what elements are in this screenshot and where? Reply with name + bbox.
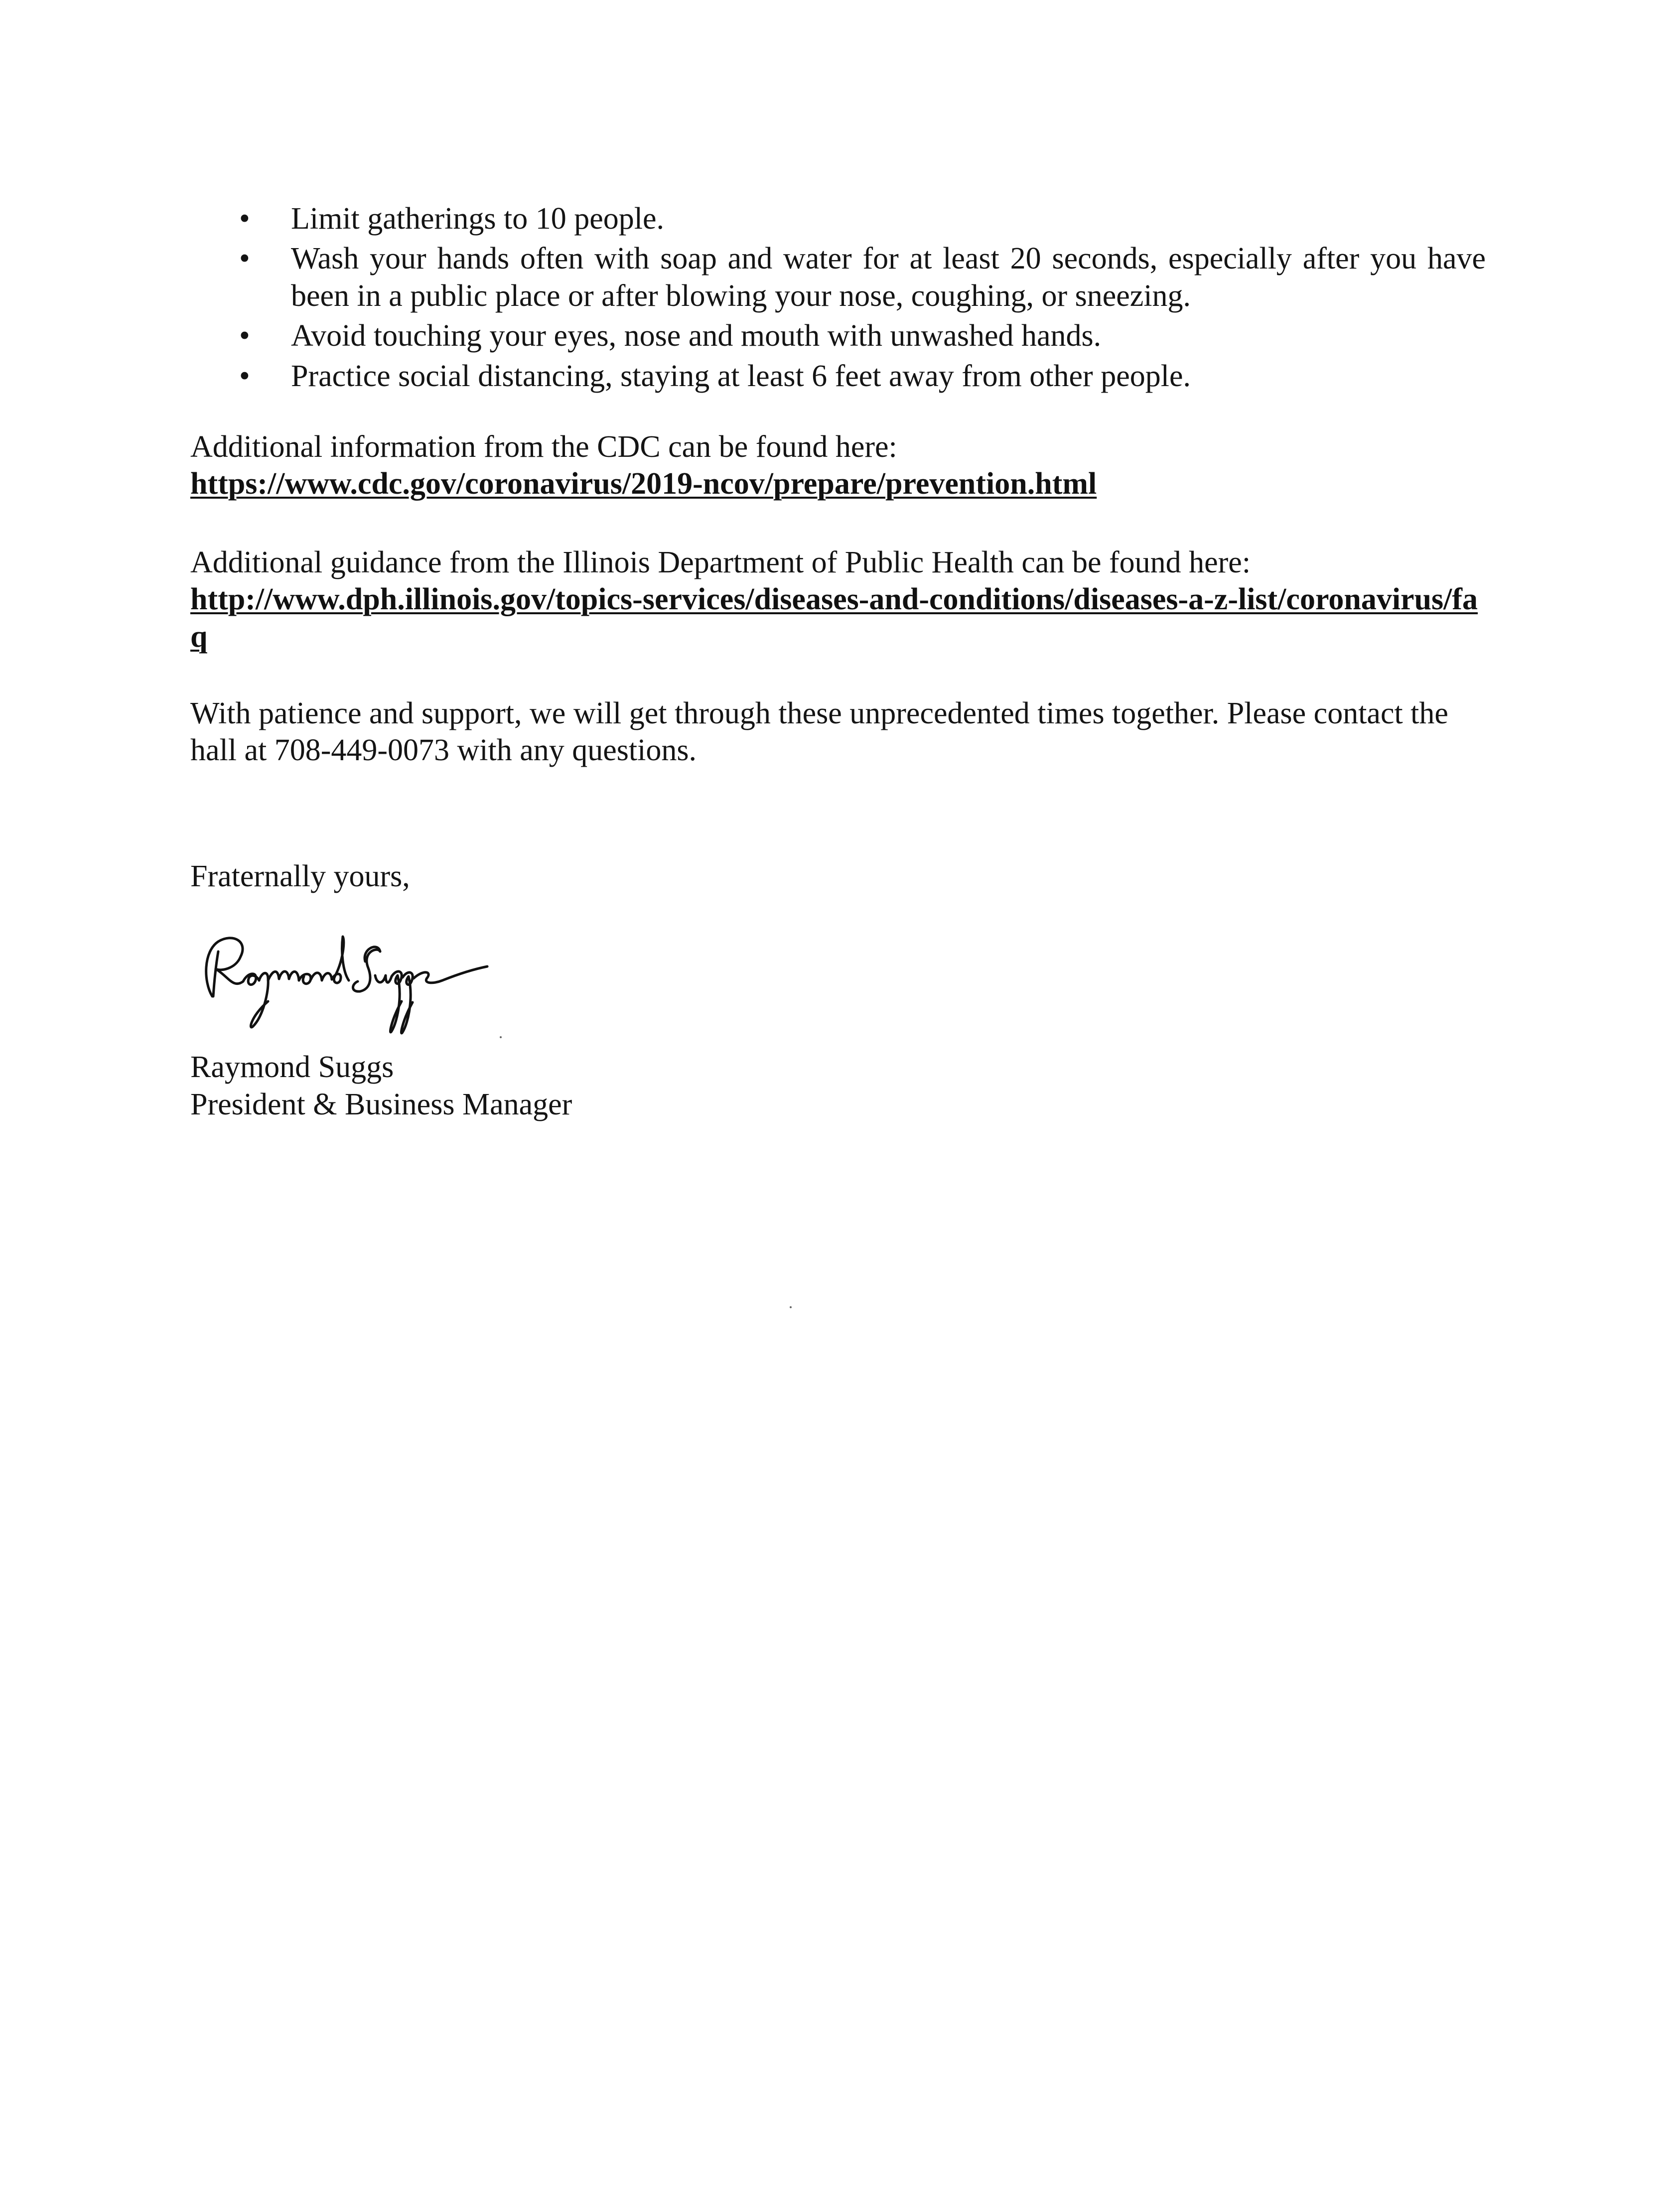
bullet-dot: • [239, 202, 250, 236]
valediction: Fraternally yours, [190, 859, 410, 893]
bullet-item [190, 200, 1486, 237]
bullet-dot: • [239, 319, 250, 353]
idph-guidance-text: Additional guidance from the Illinois Department of Public Health can be found here: [190, 546, 1251, 579]
idph-guidance-paragraph [190, 544, 1486, 655]
cdc-prevention-link[interactable]: https://www.cdc.gov/coronavirus/2019-ncov/prepare/prevention.html [190, 467, 1097, 501]
bullet-text: Wash your hands often with soap and water for at least 20 seconds, especially after you have been in a public place or after blowing your nose, coughing, or sneezing. [291, 242, 1486, 313]
bullet-text: Limit gatherings to 10 people. [291, 202, 665, 236]
bullet-dot: • [239, 359, 250, 393]
signer-name: Raymond Suggs [190, 1050, 394, 1084]
idph-faq-link[interactable]: http://www.dph.illinois.gov/topics-services/diseases-and-conditions/diseases-a-z-list/coronavirus/faq [190, 582, 1478, 654]
bullet-item [190, 317, 1486, 354]
cdc-info-text: Additional information from the CDC can be found here: [190, 430, 897, 464]
signer-title: President & Business Manager [190, 1088, 572, 1121]
closing-paragraph: With patience and support, we will get through these unprecedented times together. Please contact the hall at 708-449-0073 with any questions. [190, 696, 1448, 768]
bullet-item [190, 358, 1486, 395]
signature-drawing [193, 922, 512, 1041]
bullet-text: Avoid touching your eyes, nose and mouth with unwashed hands. [291, 319, 1102, 353]
bullet-item [190, 240, 1486, 314]
handwritten-signature [193, 922, 512, 1041]
scan-speck [500, 1036, 502, 1038]
scan-speck [790, 1306, 792, 1308]
bullet-text: Practice social distancing, staying at least 6 feet away from other people. [291, 359, 1191, 393]
guidance-bullet-list [190, 200, 1486, 398]
cdc-info-paragraph [190, 428, 1486, 503]
bullet-dot: • [239, 242, 250, 276]
